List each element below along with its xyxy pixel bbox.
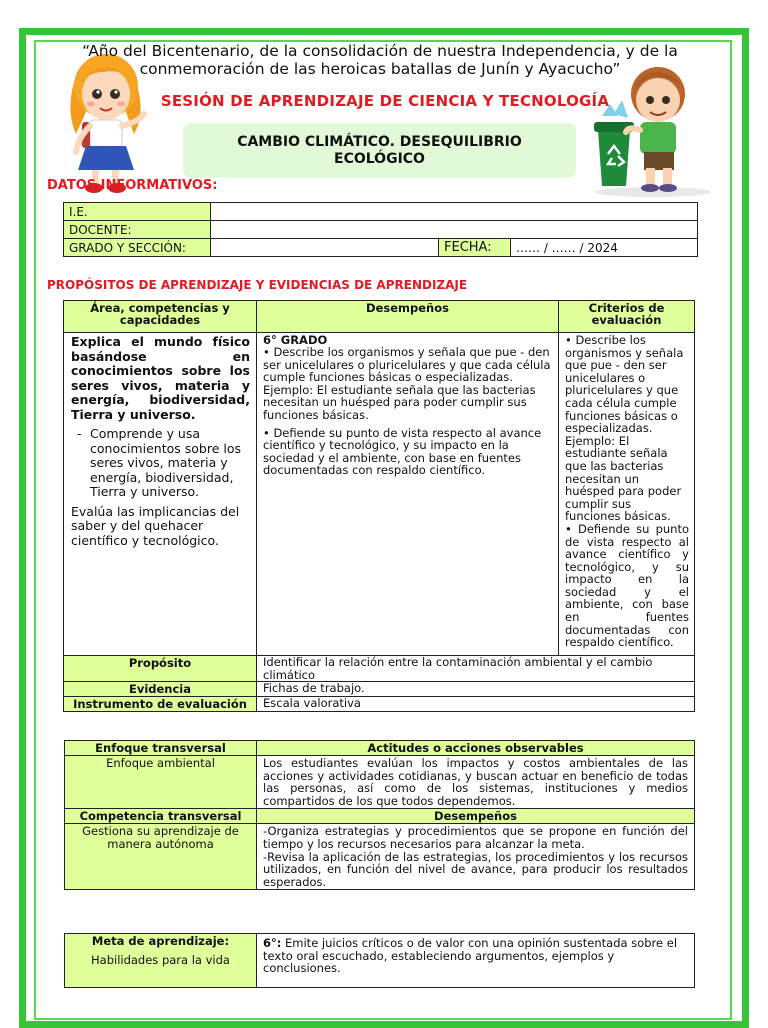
ie-label: I.E.: [64, 203, 211, 221]
desempeno-transversal-1: -Organiza estrategias y procedimientos que se propone en función del tiempo y los recursos necesarios para alcanzar la meta.: [263, 824, 688, 851]
meta-label: Meta de aprendizaje:: [91, 934, 230, 948]
col-actitudes-header: Actitudes o acciones observables: [257, 741, 695, 756]
info-row-ie: [64, 203, 698, 221]
meta-label-cell: [65, 934, 257, 988]
fecha-value: …… / …… / 2024: [511, 239, 698, 257]
ie-value: [211, 203, 698, 221]
docente-value: [211, 221, 698, 239]
capacity-item: - Comprende y usa conocimientos sobre los seres vivos, materia y energía, biodiversidad, Tierra y universo.: [90, 427, 250, 500]
session-title: SESIÓN DE APRENDIZAJE DE CIENCIA Y TECNOLOGÍA: [160, 92, 610, 110]
info-table: [63, 202, 698, 257]
transversal-header-row: [65, 741, 695, 756]
info-row-grado: [64, 239, 698, 257]
purposes-table: [63, 300, 695, 712]
enfoque-row: [65, 756, 695, 809]
docente-label: DOCENTE:: [64, 221, 211, 239]
area-cell: [64, 333, 257, 656]
grado-value: [211, 239, 439, 257]
topic-banner: [183, 123, 576, 178]
bicentennial-motto: [60, 42, 700, 78]
competencia-header-row: [65, 809, 695, 824]
col-desempenos-transversal-header: Desempeños: [257, 809, 695, 824]
meta-grade: 6°:: [263, 936, 282, 950]
desempenos-transversal-cell: [257, 824, 695, 890]
instrumento-value: Escala valorativa: [257, 697, 695, 712]
enfoque-value: Enfoque ambiental: [65, 756, 257, 809]
actitud-value: Los estudiantes evalúan los impactos y costos ambientales de las acciones y actividades cotidianas, y buscan actuar en beneficio de todas las personas, así como de los sistemas, instituciones y medios compartidos de los que todos dependemos.: [257, 756, 695, 809]
fecha-label: FECHA:: [439, 239, 511, 257]
topic-title: CAMBIO CLIMÁTICO. DESEQUILIBRIO ECOLÓGICO: [237, 133, 522, 167]
col-desempenos-header: Desempeños: [257, 301, 559, 333]
col-competencia-header: Competencia transversal: [65, 809, 257, 824]
competence-text: Explica el mundo físico basándose en conocimientos sobre los seres vivos, materia y energía, biodiversidad, Tierra y universo.: [71, 334, 250, 422]
instrumento-label: Instrumento de evaluación: [64, 697, 257, 712]
instrumento-row: [64, 697, 695, 712]
proposito-row: [64, 656, 695, 682]
capacity-list: [71, 427, 250, 500]
evidencia-value: Fichas de trabajo.: [257, 682, 695, 697]
criterios-cell: [559, 333, 695, 656]
desempenos-cell: [257, 333, 559, 656]
evidencia-label: Evidencia: [64, 682, 257, 697]
grado-label: GRADO Y SECCIÓN:: [64, 239, 211, 257]
criterion-2: • Defiende su punto de vista respecto al avance científico y tecnológico, y su impacto en la sociedad y el ambiente, con base en fuentes documentadas con respaldo científico.: [565, 521, 689, 650]
meta-text-cell: [257, 934, 695, 988]
performance-2: • Defiende su punto de vista respecto al avance científico y tecnológico, y su impacto en la sociedad y el ambiente, con base en fuentes documentadas con respaldo científico.: [263, 425, 542, 478]
proposito-label: Propósito: [64, 656, 257, 682]
competencia-value: Gestiona su aprendizaje de manera autónoma: [65, 824, 257, 890]
col-criterios-header: Criterios de evaluación: [559, 301, 695, 333]
competencia-row: [65, 824, 695, 890]
proposito-value: Identificar la relación entre la contaminación ambiental y el cambio climático: [257, 656, 695, 682]
grade-label: 6° GRADO: [263, 333, 328, 347]
desempeno-transversal-2: -Revisa la aplicación de las estrategias, los procedimientos y los recursos utilizados, en función del nivel de avance, para producir los resultados esperados.: [263, 849, 688, 889]
meta-row: [65, 934, 695, 988]
meta-text: Emite juicios críticos o de valor con una opinión sustentada sobre el texto oral escuchado, estableciendo argumentos, ejemplos y conclusiones.: [263, 936, 678, 976]
boy-recycling-illustration: [588, 60, 718, 198]
motto-line-2: conmemoración de las heroicas batallas de Junín y Ayacucho”: [139, 60, 621, 78]
evidencia-row: [64, 682, 695, 697]
info-section-title: DATOS INFORMATIVOS:: [47, 178, 218, 193]
col-area-header: Área, competencias y capacidades: [64, 301, 257, 333]
capacity-evalua: Evalúa las implicancias del saber y del quehacer científico y tecnológico.: [71, 503, 240, 548]
performance-1: • Describe los organismos y señala que pue - den ser unicelulares o pluricelulares y que cada célula cumple funciones básicas o especializadas. Ejemplo: El estudiante señala que las bacterias necesitan un huésped para poder cumplir sus funciones básicas.: [263, 345, 551, 422]
col-enfoque-header: Enfoque transversal: [65, 741, 257, 756]
criteria-list: [565, 334, 689, 649]
criterion-1: • Describe los organismos y señala que pue - den ser unicelulares o pluricelulares y que cada célula cumple funciones básicas o especializadas. Ejemplo: El estudiante señala que las bacterias necesitan un huésped para poder cumplir sus funciones básicas.: [565, 333, 684, 524]
purposes-section-title: PROPÓSITOS DE APRENDIZAJE Y EVIDENCIAS DE APRENDIZAJE: [47, 278, 468, 292]
purposes-header-row: [64, 301, 695, 333]
purposes-content-row: [64, 333, 695, 656]
transversal-table: [64, 740, 695, 890]
meta-table: [64, 933, 695, 988]
motto-line-1: “Año del Bicentenario, de la consolidación de nuestra Independencia, y de la: [82, 42, 678, 60]
info-row-docente: [64, 221, 698, 239]
meta-sub-label: Habilidades para la vida: [91, 953, 230, 967]
